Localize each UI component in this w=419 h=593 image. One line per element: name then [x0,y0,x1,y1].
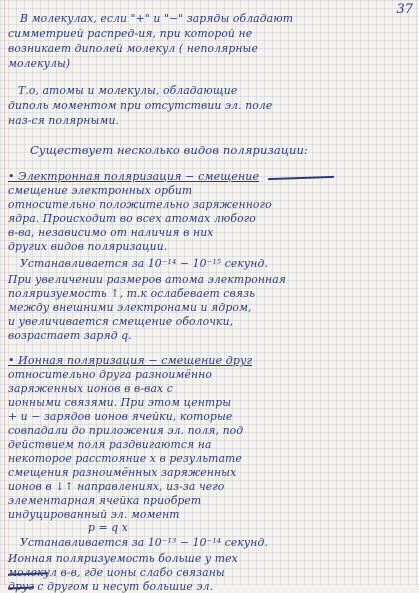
subheading-electronic: • Электронная поляризация − смещение [8,170,260,183]
text-line: и увеличивается смещение оболочки, [8,315,234,328]
text-line: некоторое расстояние x в результате [8,452,242,465]
text-line: Устанавливается за 10⁻¹³ − 10⁻¹⁴ секунд. [20,536,268,549]
text-line: элементарная ячейка приобрет [8,494,202,507]
strikethrough [268,176,334,180]
text-line: других видов поляризации. [8,240,168,253]
text-line: ионными связями. При этом центры [8,396,232,409]
text-line: молекул в-в, где ионы слабо связаны [8,566,225,579]
text-line: возрастает заряд q. [8,329,132,342]
text-line: смещения разноимённых заряженных [8,466,237,479]
text-line: молекулы) [8,57,71,70]
text-line: заряженных ионов в в-вах с [8,382,173,395]
formula: p = q x [88,521,128,534]
text-line: диполь моментом при отсутствии эл. поле [8,99,273,112]
text-line: Устанавливается за 10⁻¹⁴ − 10⁻¹⁵ секунд. [20,257,268,270]
text-line: ионов в ↓↑ направлениях, из-за чего [8,480,225,493]
text-line: + и − зарядов ионов ячейки, которые [8,410,233,423]
text-line: поляризуемость ↑, т.к ослабевает связь [8,287,256,300]
text-line: симметрией распред-ия, при которой не [8,27,253,40]
text-line: относительно друга разноимённо [8,368,212,381]
text-line: друг с другом и несут большие эл. [8,580,214,593]
text-line: Ионная поляризуемость больше у тех [8,552,238,565]
text-line: индуцированный эл. момент [8,508,180,521]
text-line: ядра. Происходит во всех атомах любого [8,212,256,225]
text-line: относительно положительно заряженного [8,198,272,211]
subheading-ionic: • Ионная поляризация − смещение друг [8,354,253,367]
text-line: возникает диполей молекул ( неполярные [8,42,258,55]
text-line: действием поля раздвигаются на [8,438,212,451]
text-line: совпадали до приложения эл. поля, под [8,424,244,437]
page-number: 37 [396,2,413,17]
text-line: При увеличении размеров атома электронная [8,273,287,286]
text-line: наз-ся полярными. [8,114,120,127]
margin-line [4,0,5,585]
section-heading: Существует несколько видов поляризации: [30,143,308,157]
text-line: в-ва, независимо от наличия в них [8,226,214,239]
text-line: между внешними электронами и ядром, [8,301,252,314]
text-line: В молекулах, если "+" и "−" заряды обладают [20,12,294,25]
text-line: смещение электронных орбит [8,184,193,197]
text-line: Т.о, атомы и молекулы, обладающие [18,84,238,97]
